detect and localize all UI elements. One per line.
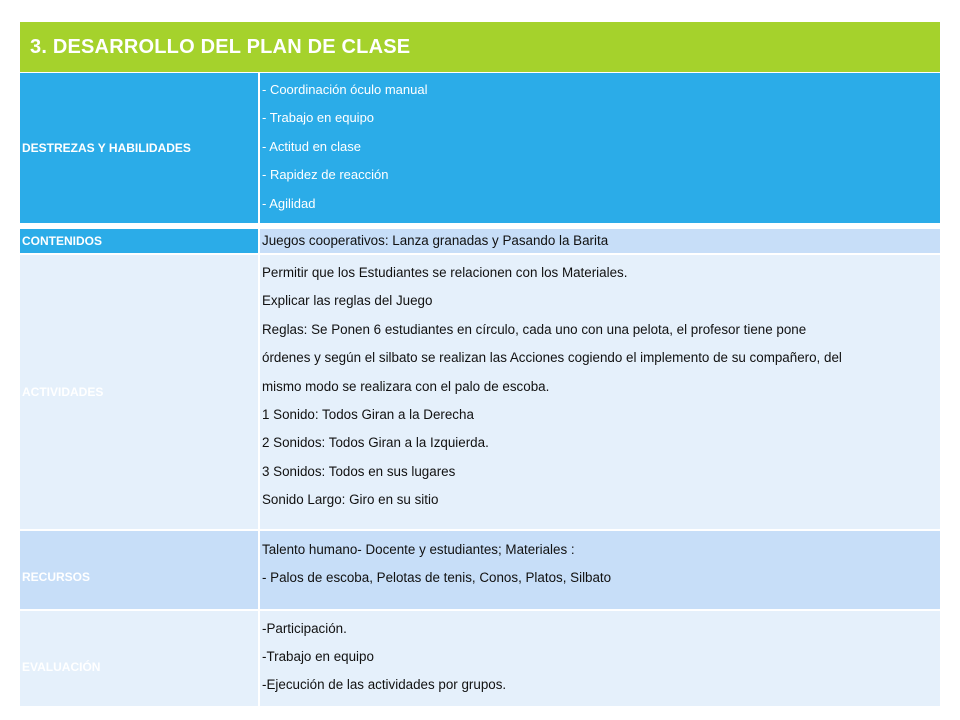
content-line: - Rapidez de reacción — [262, 167, 389, 183]
content-line: Sonido Largo: Giro en su sitio — [262, 492, 439, 508]
content-line: 3 Sonidos: Todos en sus lugares — [262, 463, 456, 479]
content-line: Permitir que los Estudiantes se relacionen con los Materiales. — [262, 265, 628, 280]
content-line: -Ejecución de las actividades por grupos. — [262, 677, 507, 692]
row-label: DESTREZAS Y HABILIDADES — [20, 73, 258, 223]
content-line: mismo modo se realizara con el palo de escoba. — [262, 378, 550, 394]
row-content — [260, 531, 940, 609]
table-row-evaluacion — [20, 611, 940, 706]
row-content — [260, 255, 940, 529]
row-content — [260, 73, 940, 223]
row-label: EVALUACIÓN — [20, 611, 258, 706]
content-line: - Agilidad — [262, 195, 316, 211]
row-content — [260, 611, 940, 706]
content-line: 1 Sonido: Todos Giran a la Derecha — [262, 406, 474, 422]
content-line: órdenes y según el silbato se realizan las Acciones cogiendo el implemento de su compañero, del — [262, 350, 842, 366]
row-content — [260, 229, 940, 253]
content-line: -Participación. — [262, 621, 347, 636]
content-line: 2 Sonidos: Todos Giran a la Izquierda. — [262, 435, 489, 451]
row-label: RECURSOS — [20, 531, 258, 609]
table-row-actividades — [20, 255, 940, 529]
row-label: ACTIVIDADES — [20, 255, 258, 529]
content-line: Juegos cooperativos: Lanza granadas y Pasando la Barita — [262, 233, 609, 248]
content-line: Talento humano- Docente y estudiantes; Materiales : — [262, 542, 575, 557]
content-line: -Trabajo en equipo — [262, 649, 374, 664]
table-row-contenidos — [20, 229, 940, 253]
slide-title: 3. DESARROLLO DEL PLAN DE CLASE — [30, 35, 411, 58]
content-line: - Trabajo en equipo — [262, 110, 375, 126]
row-label: CONTENIDOS — [20, 229, 258, 253]
content-line: - Coordinación óculo manual — [262, 82, 428, 97]
table-row-destrezas — [20, 73, 940, 223]
content-line: - Palos de escoba, Pelotas de tenis, Conos, Platos, Silbato — [262, 570, 612, 585]
slide-title-bar — [20, 22, 940, 72]
content-line: - Actitud en clase — [262, 138, 361, 154]
content-line: Explicar las reglas del Juego — [262, 293, 433, 309]
content-line: Reglas: Se Ponen 6 estudiantes en círculo, cada uno con una pelota, el profesor tiene pone — [262, 321, 807, 337]
table-row-recursos — [20, 531, 940, 609]
